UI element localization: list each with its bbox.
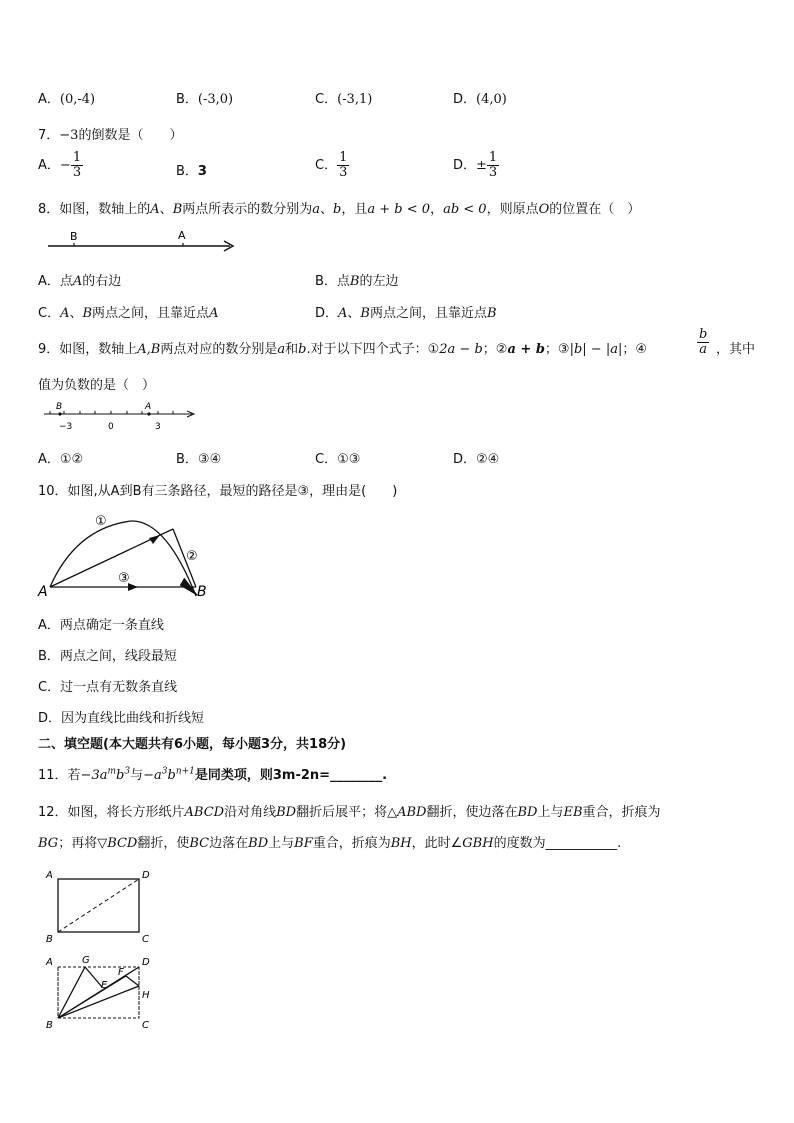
q8-stem — [38, 198, 640, 217]
stem-text: 两点对应的数分别是 — [160, 342, 278, 357]
math-var: BD — [276, 805, 297, 820]
math-var: B — [487, 306, 497, 321]
option-text: (0,-4) — [59, 92, 96, 107]
label-b: B — [46, 934, 53, 945]
math-var: GBH — [462, 836, 494, 851]
option-text: (-3,1) — [337, 92, 373, 107]
label-g: G — [82, 955, 90, 966]
option-letter: A． — [38, 92, 60, 107]
label-f: F — [118, 967, 124, 978]
option-text: ②④ — [476, 452, 500, 467]
math-var: BCD — [107, 836, 138, 851]
q10-path-figure — [36, 508, 216, 600]
option-text: 的右边 — [82, 274, 122, 289]
q8-number-line — [44, 226, 238, 254]
q7-option-d — [453, 151, 499, 180]
q8-option-d — [315, 302, 497, 321]
q10-option-c — [38, 676, 177, 695]
sign: − — [59, 158, 71, 173]
question-number: 7． — [38, 128, 60, 143]
label-h: H — [142, 990, 150, 1001]
label-a: A — [46, 870, 53, 881]
option-letter: D． — [453, 92, 477, 107]
option-letter: B． — [176, 164, 198, 179]
stem-text: 上与 — [537, 805, 564, 820]
stem-text: 12．如图，将长方形纸片 — [38, 805, 185, 820]
exponent: n+1 — [175, 766, 195, 777]
diagonal-bd — [58, 879, 139, 932]
q9-option-a — [38, 448, 83, 467]
stem-text: 上与 — [268, 836, 295, 851]
label-a: A — [178, 229, 186, 242]
stem-text: 、 — [320, 202, 334, 217]
stem-text: ；④ — [622, 342, 647, 357]
stem-text: ，其中 — [716, 342, 756, 357]
q12-figure-rectangle — [40, 866, 170, 946]
stem-text: 重合，折痕为 — [582, 805, 661, 820]
q7-option-a — [38, 151, 83, 180]
stem-text: 的倒数是（ ） — [78, 128, 183, 143]
segment-arrow — [149, 535, 160, 544]
q9-number-line — [40, 398, 200, 434]
crease-bg — [58, 967, 85, 1018]
denominator: 3 — [72, 165, 82, 180]
math-var: ABCD — [184, 805, 225, 820]
q12-stem-line2 — [38, 832, 621, 851]
section-heading — [38, 733, 346, 752]
stem-text: 的位置在（ ） — [549, 202, 641, 217]
label-b: B — [70, 230, 78, 243]
option-text: A．点 — [38, 274, 73, 289]
option-text: B．两点之间，线段最短 — [38, 649, 177, 664]
q8-option-a — [38, 270, 121, 289]
q9-option-c — [315, 448, 360, 467]
option-text: ①③ — [337, 452, 361, 467]
label-d: D — [142, 957, 150, 968]
exponent: 3 — [161, 766, 168, 777]
option-text: (4,0) — [476, 92, 507, 107]
math-var: B — [349, 274, 360, 289]
q6-option-b — [176, 88, 233, 107]
option-letter: B． — [176, 452, 198, 467]
q8-option-b — [315, 270, 399, 289]
math-var: BG — [38, 836, 59, 851]
label-b: B — [197, 584, 207, 600]
stem-text: 9．如图，数轴上 — [38, 342, 138, 357]
q7-stem — [38, 124, 182, 143]
q9-option-d — [453, 448, 499, 467]
label-path-2: ② — [186, 549, 198, 564]
math-var: BC — [189, 836, 210, 851]
tick-label: 3 — [155, 422, 161, 432]
stem-text: 翻折，使 — [137, 836, 190, 851]
option-letter: A． — [38, 452, 60, 467]
section-title: 二、填空题(本大题共有6小题，每小题3分，共18分) — [38, 737, 347, 752]
math-expr: a + b < 0 — [367, 202, 431, 217]
denominator: 3 — [488, 165, 498, 180]
q10-option-b — [38, 645, 177, 664]
stem-text: 值为负数的是（ ） — [38, 378, 156, 393]
stem-text: 重合，折痕为 — [312, 836, 391, 851]
option-letter: C． — [315, 452, 338, 467]
math-var: b — [298, 342, 307, 357]
denominator: 3 — [339, 165, 348, 180]
math-var: O — [538, 202, 550, 217]
option-text: 、 — [347, 306, 361, 321]
stem-text: ，且 — [341, 202, 368, 217]
fraction — [487, 151, 499, 180]
option-text: 3 — [197, 164, 207, 179]
option-letter: B． — [176, 92, 198, 107]
label-path-3: ③ — [118, 571, 130, 586]
point-a — [147, 412, 150, 415]
option-text: B．点 — [315, 274, 350, 289]
label-a: A — [145, 402, 152, 412]
stem-text: 翻折后展平；将△ — [296, 805, 398, 820]
stem-text: 11．若 — [38, 768, 81, 783]
math-var: B — [360, 306, 370, 321]
label-c: C — [142, 1020, 149, 1031]
option-text: 两点之间，且靠近点 — [369, 306, 487, 321]
q12-stem-line1 — [38, 801, 661, 820]
stem-text: 与 — [130, 768, 144, 783]
q9-stem-line2 — [38, 374, 155, 393]
label-b: B — [46, 1020, 53, 1031]
exponent: m — [107, 766, 117, 777]
math-var: a — [312, 202, 321, 217]
math-var: BF — [294, 836, 313, 851]
option-text: ③④ — [197, 452, 222, 467]
option-text: 两点之间，且靠近点 — [92, 306, 210, 321]
label-a: A — [38, 584, 48, 600]
stem-text: ，则原点 — [486, 202, 539, 217]
label-d: D — [142, 870, 150, 881]
math-var: A,B — [137, 342, 161, 357]
math-value: −3 — [59, 128, 79, 143]
segment-ge — [85, 967, 102, 987]
segment-hf — [126, 976, 139, 986]
option-text: 的左边 — [359, 274, 399, 289]
math-var: EB — [563, 805, 583, 820]
stem-text: 8．如图，数轴上的 — [38, 202, 151, 217]
q10-stem — [38, 480, 397, 499]
q9-stem — [38, 338, 647, 357]
tick-label: 0 — [108, 422, 114, 432]
label-b: B — [56, 402, 63, 412]
exponent: 3 — [124, 766, 131, 777]
math-var: a — [277, 342, 286, 357]
math-var: b — [333, 202, 342, 217]
q6-option-c — [315, 88, 372, 107]
stem-text: ；② — [482, 342, 508, 357]
option-text: A．两点确定一条直线 — [38, 618, 164, 633]
math-term: −3a — [80, 768, 108, 783]
q9-fraction — [697, 328, 709, 357]
stem-text: ；再将▽ — [58, 836, 108, 851]
stem-text: ，此时∠ — [411, 836, 463, 851]
denominator: a — [699, 342, 708, 357]
option-text: C． — [38, 306, 61, 321]
q7-option-b — [176, 160, 207, 179]
label-path-1: ① — [95, 514, 107, 529]
stem-text: 10．如图,从A到B有三条路径，最短的路径是③，理由是( ) — [38, 484, 398, 499]
math-var: A — [60, 306, 70, 321]
option-text: C．过一点有无数条直线 — [38, 680, 178, 695]
stem-text: 是同类项，则3m-2n=________. — [194, 768, 388, 783]
math-var: ABD — [397, 805, 427, 820]
stem-text: 的度数为___________. — [493, 836, 622, 851]
option-letter: D． — [453, 158, 477, 173]
math-var: BD — [517, 805, 538, 820]
option-text: ①② — [59, 452, 84, 467]
q12-figure-folded — [40, 950, 170, 1032]
segment-bf — [58, 976, 126, 1018]
math-term: b — [167, 768, 176, 783]
numerator: b — [699, 327, 708, 342]
math-var: BD — [248, 836, 269, 851]
q10-option-a — [38, 614, 164, 633]
option-letter: D． — [453, 452, 477, 467]
label-c: C — [142, 934, 149, 945]
numerator: 1 — [72, 150, 82, 165]
option-letter: A． — [38, 158, 60, 173]
q9-option-b — [176, 448, 221, 467]
fraction — [71, 151, 83, 180]
numerator: 1 — [339, 150, 348, 165]
fraction — [697, 328, 709, 357]
math-expr: a + b — [507, 342, 545, 357]
tick-label: −3 — [59, 422, 73, 432]
stem-text: 翻折，使边落在 — [426, 805, 518, 820]
option-letter: C． — [315, 92, 338, 107]
option-text: D． — [315, 306, 339, 321]
stem-text: .对于以下四个式子：① — [306, 342, 440, 357]
math-expr: ab < 0 — [443, 202, 487, 217]
stem-text: 边落在 — [209, 836, 249, 851]
stem-text: ；③ — [544, 342, 570, 357]
math-var: A — [338, 306, 348, 321]
q6-option-d — [453, 88, 507, 107]
stem-text: 、 — [159, 202, 173, 217]
numerator: 1 — [488, 150, 498, 165]
option-text: 、 — [69, 306, 83, 321]
stem-text: 沿对角线 — [224, 805, 277, 820]
option-letter: C． — [315, 158, 338, 173]
q11-stem — [38, 764, 387, 783]
math-var: A — [72, 274, 83, 289]
option-text: D．因为直线比曲线和折线短 — [38, 711, 205, 726]
q8-option-c — [38, 302, 218, 321]
q6-option-a — [38, 88, 95, 107]
stem-text: 和 — [285, 342, 299, 357]
math-term: b — [116, 768, 125, 783]
math-term: −a — [143, 768, 162, 783]
stem-text: 两点所表示的数分别为 — [182, 202, 313, 217]
option-text: (-3,0) — [197, 92, 234, 107]
point-b — [58, 412, 61, 415]
q9-stem-end — [716, 338, 755, 357]
q10-option-d — [38, 707, 204, 726]
math-var: BH — [390, 836, 412, 851]
math-var: A — [150, 202, 160, 217]
sign: ± — [476, 158, 487, 173]
label-e: E — [101, 980, 108, 991]
stem-text: ， — [430, 202, 444, 217]
math-expr: |b| − |a| — [569, 342, 623, 357]
crease-bh — [58, 986, 139, 1018]
fraction — [337, 151, 349, 180]
math-var: B — [82, 306, 93, 321]
math-var: A — [209, 306, 219, 321]
math-var: B — [172, 202, 183, 217]
math-expr: 2a − b — [439, 342, 483, 357]
label-a: A — [46, 957, 53, 968]
q7-option-c — [315, 151, 349, 180]
